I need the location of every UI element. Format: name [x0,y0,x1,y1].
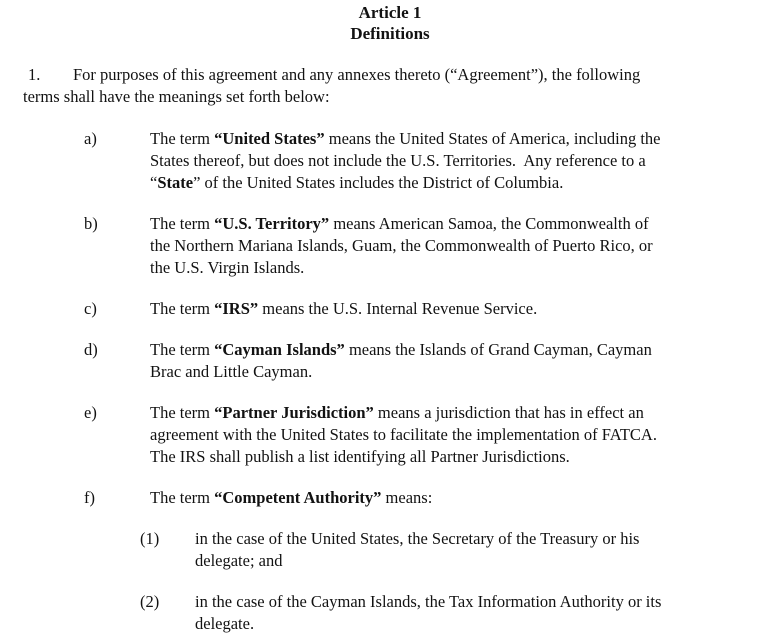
item-marker-a: a) [84,129,97,148]
definition-text-d: The term “Cayman Islands” means the Islands of Grand Cayman, Cayman Brac and Little Cayman. [150,340,652,381]
definition-text-e: The term “Partner Jurisdiction” means a jurisdiction that has in effect an agreement with the United States to facilitate the implementation of FATCA. The IRS shall publish a list identifying all Partner Jurisdictions. [150,403,657,466]
definition-text-f: The term “Competent Authority” means: [150,488,433,507]
item-marker-e: e) [84,403,97,422]
item-marker-c: c) [84,299,97,318]
item-marker-b: b) [84,214,98,233]
competent-authority-clause-1 [140,528,770,572]
definition-item-d [84,339,750,383]
item-marker-d: d) [84,340,98,359]
item-marker-f: f) [84,488,95,507]
paragraph-number: 1. [28,65,41,84]
article-heading [0,2,780,44]
definition-item-e [84,402,750,468]
definition-item-a [84,128,750,194]
competent-authority-clause-2 [140,591,770,635]
definition-text-a: The term “United States” means the United States of America, including the States thereof, but does not include the U.S. Territories. Any reference to a “State” of the United States includes the District of Columbia. [150,129,661,192]
definition-item-c [84,298,750,320]
clause-marker-2: (2) [140,592,160,611]
clause-marker-1: (1) [140,529,160,548]
definition-item-b [84,213,750,279]
clause-text-2: in the case of the Cayman Islands, the Tax Information Authority or its delegate. [195,592,662,633]
definition-text-c: The term “IRS” means the U.S. Internal Revenue Service. [150,299,538,318]
article-title-heading: Definitions [350,24,430,43]
definition-item-f [84,487,750,509]
intro-paragraph [23,64,757,108]
intro-paragraph-text: For purposes of this agreement and any annexes thereto (“Agreement”), the following terms shall have the meanings set forth below: [23,65,641,106]
definition-text-b: The term “U.S. Territory” means American Samoa, the Commonwealth of the Northern Mariana Islands, Guam, the Commonwealth of Puerto Rico, or the U.S. Virgin Islands. [150,214,653,277]
clause-text-1: in the case of the United States, the Secretary of the Treasury or his delegate; and [195,529,640,570]
article-number-heading: Article 1 [358,3,422,22]
